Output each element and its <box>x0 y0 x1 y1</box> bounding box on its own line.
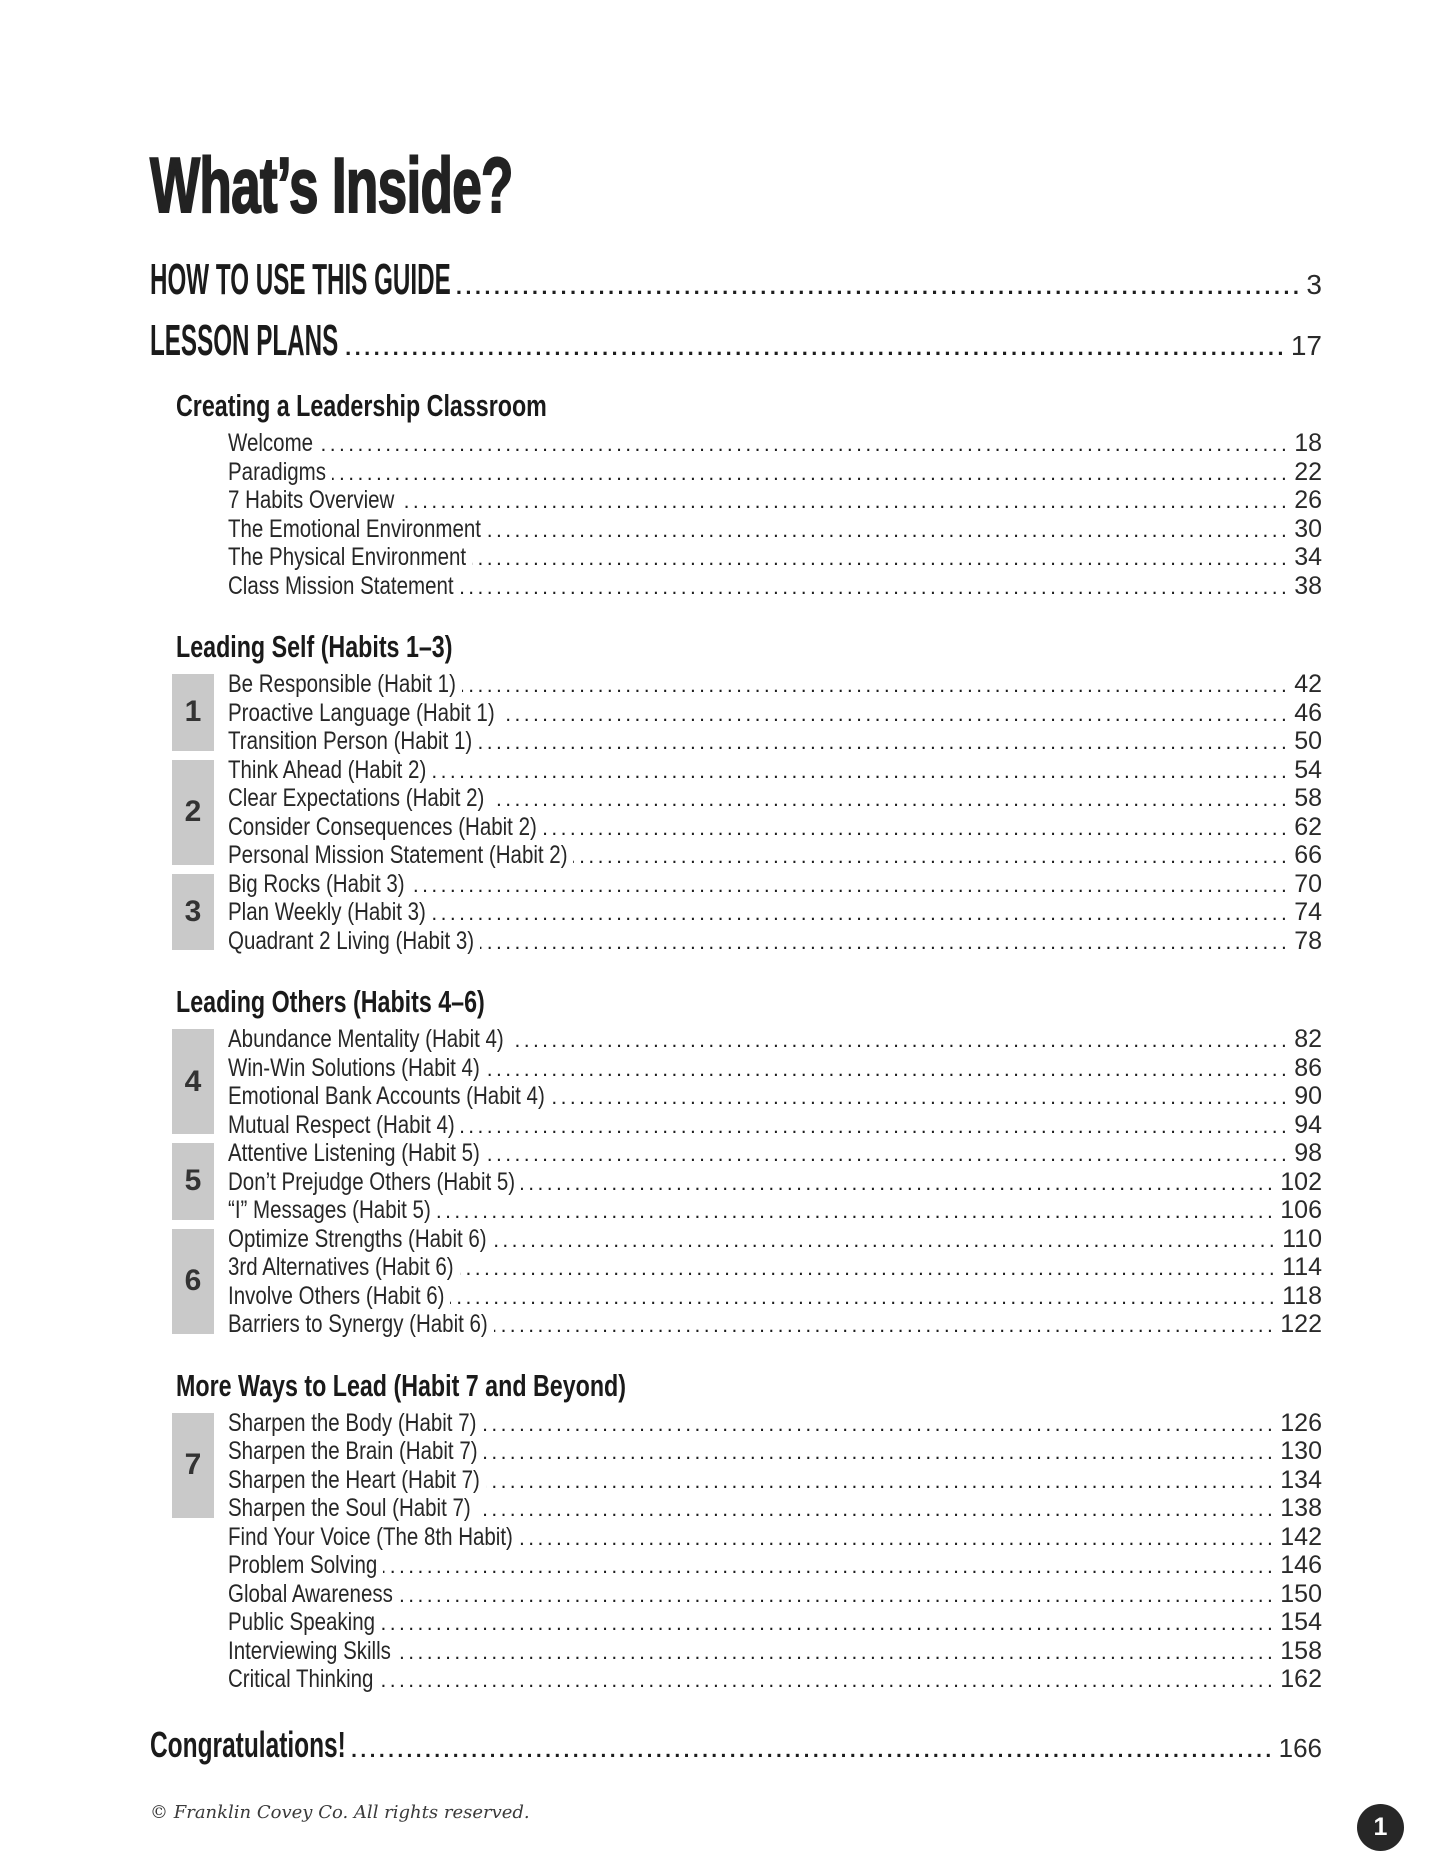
habit-number-badge <box>172 760 214 865</box>
page-number: 110 <box>1282 1224 1322 1253</box>
habit-group <box>184 670 1322 756</box>
page-number: 26 <box>1294 486 1322 514</box>
habit-number-badge <box>172 674 214 751</box>
dot-leader <box>319 433 1290 457</box>
dot-leader <box>332 462 1290 486</box>
dot-leader <box>478 731 1290 755</box>
dot-leader <box>521 1172 1276 1196</box>
page-number: 58 <box>1294 784 1322 812</box>
toc-entry <box>228 1054 1322 1083</box>
toc-entry <box>228 699 1322 728</box>
toc-entry-label: Critical Thinking <box>228 1665 374 1693</box>
toc-closing-row <box>150 1724 1322 1766</box>
toc-entry <box>228 813 1322 842</box>
toc-entry-label: Optimize Strengths (Habit 6) <box>228 1224 487 1253</box>
toc-entry-label: “I” Messages (Habit 5) <box>228 1196 431 1224</box>
page-number: 30 <box>1294 514 1322 543</box>
section-heading <box>176 389 1322 423</box>
habit-group <box>184 1139 1322 1225</box>
toc-closing-label: Congratulations! <box>150 1723 346 1765</box>
dot-leader <box>551 1086 1291 1110</box>
toc-entry-label: Think Ahead (Habit 2) <box>228 755 427 784</box>
dot-leader <box>482 1413 1276 1437</box>
dot-leader <box>477 1498 1277 1522</box>
section-heading <box>176 1369 1322 1403</box>
page-number: 106 <box>1280 1196 1322 1224</box>
dot-leader <box>492 1229 1278 1253</box>
dot-leader <box>486 1143 1290 1167</box>
habit-group <box>184 1408 1322 1523</box>
page-number: 62 <box>1294 812 1322 841</box>
page-number: 34 <box>1294 543 1322 571</box>
dot-leader <box>344 335 1287 361</box>
toc-entry <box>228 727 1322 756</box>
toc-entry-label: The Emotional Environment <box>228 514 481 543</box>
page-number: 74 <box>1294 898 1322 926</box>
habit-number: 6 <box>184 1264 202 1297</box>
toc-entry <box>228 1196 1322 1225</box>
page-number-badge-label: 1 <box>1373 1813 1388 1841</box>
page-number: 90 <box>1294 1082 1322 1110</box>
dot-leader <box>573 845 1290 869</box>
habit-group <box>184 869 1322 956</box>
page-number: 22 <box>1294 457 1322 486</box>
page-number: 154 <box>1280 1608 1322 1636</box>
habit-number-badge <box>172 1143 214 1220</box>
dot-leader <box>487 519 1291 543</box>
toc-entry <box>228 1139 1322 1168</box>
toc-row <box>150 317 1322 365</box>
toc-entry-label: Problem Solving <box>228 1551 378 1579</box>
toc-section <box>0 630 1322 955</box>
section-heading-label: Leading Self (Habits 1–3) <box>176 629 453 664</box>
dot-leader <box>486 1470 1277 1494</box>
toc-entry-label: Sharpen the Body (Habit 7) <box>228 1408 477 1437</box>
toc-entry-label: Win-Win Solutions (Habit 4) <box>228 1053 480 1082</box>
habit-number-badge <box>172 1413 214 1518</box>
habit-number: 2 <box>184 795 202 828</box>
dot-leader <box>510 1029 1291 1053</box>
toc-entry <box>228 1437 1322 1466</box>
toc-entry-label: Welcome <box>228 429 314 457</box>
toc-entry-label: Consider Consequences (Habit 2) <box>228 812 537 841</box>
habit-number: 7 <box>184 1448 202 1481</box>
habit-group <box>228 429 1322 600</box>
copyright-notice: © Franklin Covey Co. All rights reserved. <box>150 1801 530 1823</box>
page-number: 126 <box>1280 1408 1322 1437</box>
toc-entry-label: Emotional Bank Accounts (Habit 4) <box>228 1082 545 1110</box>
toc-row-label: HOW TO USE THIS GUIDE <box>150 255 451 304</box>
page-number: 150 <box>1280 1579 1322 1608</box>
page-number: 66 <box>1294 841 1322 869</box>
page-number: 130 <box>1280 1437 1322 1465</box>
dot-leader <box>483 1441 1276 1465</box>
page-number: 38 <box>1294 571 1322 600</box>
toc-entry <box>228 1282 1322 1311</box>
toc-entry-label: Clear Expectations (Habit 2) <box>228 784 485 812</box>
section-heading <box>176 630 1322 664</box>
toc-entry-label: Quadrant 2 Living (Habit 3) <box>228 926 475 955</box>
dot-leader <box>491 788 1291 812</box>
page-number: 17 <box>1290 330 1322 361</box>
page-number: 134 <box>1280 1465 1322 1494</box>
toc-entry <box>228 784 1322 813</box>
toc-entry-label: Paradigms <box>228 457 326 486</box>
dot-leader <box>410 874 1290 898</box>
toc-entry-label: Plan Weekly (Habit 3) <box>228 898 426 926</box>
dot-leader <box>352 1739 1275 1763</box>
page-number: 158 <box>1280 1636 1322 1665</box>
toc-entry <box>228 1111 1322 1140</box>
toc-entry-label: The Physical Environment <box>228 543 467 571</box>
dot-leader <box>381 1612 1277 1636</box>
section-heading <box>176 985 1322 1019</box>
toc-entry <box>228 486 1322 515</box>
habit-group <box>184 1025 1322 1139</box>
page-number: 114 <box>1282 1253 1322 1281</box>
toc-entry <box>228 429 1322 458</box>
section-heading-label: Leading Others (Habits 4–6) <box>176 984 485 1019</box>
dot-leader <box>379 1669 1276 1693</box>
habit-number: 1 <box>184 695 202 729</box>
toc-entry <box>228 1551 1322 1580</box>
page-number: 122 <box>1280 1310 1322 1338</box>
toc-entry <box>228 841 1322 870</box>
habit-number-badge <box>172 874 214 951</box>
page-number: 102 <box>1280 1167 1322 1196</box>
toc-entry-label: Be Responsible (Habit 1) <box>228 670 456 698</box>
habit-number-badge <box>172 1229 214 1334</box>
dot-leader <box>501 703 1291 727</box>
toc-entry-label: 7 Habits Overview <box>228 486 395 514</box>
toc-entry <box>228 1608 1322 1637</box>
toc-entry-label: Personal Mission Statement (Habit 2) <box>228 841 568 869</box>
toc-entry <box>228 1225 1322 1254</box>
toc-entry <box>228 1665 1322 1694</box>
habit-number: 5 <box>184 1164 202 1198</box>
section-heading-label: Creating a Leadership Classroom <box>176 388 547 423</box>
dot-leader <box>519 1527 1277 1551</box>
page-number: 18 <box>1294 429 1322 457</box>
toc-entry <box>228 572 1322 601</box>
toc-entry-label: Involve Others (Habit 6) <box>228 1281 445 1310</box>
toc-entry <box>228 1168 1322 1197</box>
habit-group <box>184 755 1322 870</box>
page-number: 142 <box>1280 1522 1322 1551</box>
toc-entry <box>228 1310 1322 1339</box>
habit-group <box>228 1523 1322 1694</box>
toc-entry-label: Don’t Prejudge Others (Habit 5) <box>228 1167 516 1196</box>
toc-entry <box>228 756 1322 785</box>
toc-entry <box>228 1466 1322 1495</box>
dot-leader <box>472 547 1290 571</box>
toc-entry <box>228 1494 1322 1523</box>
dot-leader <box>400 490 1290 514</box>
page-number: 42 <box>1294 670 1322 698</box>
toc-entry-label: Sharpen the Brain (Habit 7) <box>228 1437 478 1465</box>
page-number: 54 <box>1294 755 1322 784</box>
toc-entry <box>228 1082 1322 1111</box>
page-number: 50 <box>1294 727 1322 755</box>
toc-entry <box>228 1580 1322 1609</box>
page-number: 86 <box>1294 1053 1322 1082</box>
habit-group <box>184 1224 1322 1339</box>
dot-leader <box>486 1058 1290 1082</box>
toc-section <box>0 389 1322 600</box>
toc-entry <box>228 543 1322 572</box>
dot-leader <box>460 1257 1279 1281</box>
toc-entry-label: 3rd Alternatives (Habit 6) <box>228 1253 454 1281</box>
toc-entry-label: Sharpen the Heart (Habit 7) <box>228 1465 480 1494</box>
toc-entry-label: Barriers to Synergy (Habit 6) <box>228 1310 488 1338</box>
page-number: 166 <box>1278 1732 1322 1763</box>
dot-leader <box>457 274 1303 300</box>
dot-leader <box>480 931 1290 955</box>
page-number: 46 <box>1294 698 1322 727</box>
toc-entry-label: Abundance Mentality (Habit 4) <box>228 1025 504 1053</box>
page-title: What’s Inside? <box>150 141 513 229</box>
page-number: 118 <box>1282 1281 1322 1310</box>
toc-entry <box>228 870 1322 899</box>
toc-section <box>0 985 1322 1339</box>
page-number: 78 <box>1294 926 1322 955</box>
dot-leader <box>461 1115 1290 1139</box>
toc-entry <box>228 1025 1322 1054</box>
dot-leader <box>460 576 1291 600</box>
toc-entry-label: Big Rocks (Habit 3) <box>228 869 405 898</box>
section-heading-label: More Ways to Lead (Habit 7 and Beyond) <box>176 1367 626 1403</box>
dot-leader <box>462 674 1290 698</box>
dot-leader <box>432 760 1290 784</box>
page-number: 3 <box>1306 269 1322 300</box>
page-number: 138 <box>1280 1494 1322 1522</box>
dot-leader <box>383 1555 1276 1579</box>
toc-sections <box>0 389 1322 1694</box>
page-number: 146 <box>1280 1551 1322 1579</box>
toc-section <box>0 1369 1322 1694</box>
toc-entry-label: Interviewing Skills <box>228 1636 391 1665</box>
toc-entry <box>228 1637 1322 1666</box>
toc-entry-label: Global Awareness <box>228 1579 393 1608</box>
dot-leader <box>437 1200 1277 1224</box>
habit-number-badge <box>172 1029 214 1134</box>
toc-entry-label: Attentive Listening (Habit 5) <box>228 1139 480 1167</box>
dot-leader <box>399 1584 1276 1608</box>
toc-entry <box>228 1409 1322 1438</box>
toc-entry <box>228 898 1322 927</box>
toc-entry-label: Sharpen the Soul (Habit 7) <box>228 1494 471 1522</box>
toc-entry <box>228 1523 1322 1552</box>
dot-leader <box>432 902 1291 926</box>
dot-leader <box>494 1314 1276 1338</box>
page-number: 162 <box>1280 1665 1322 1693</box>
dot-leader <box>397 1641 1276 1665</box>
page-number: 70 <box>1294 869 1322 898</box>
page-number: 94 <box>1294 1110 1322 1139</box>
habit-number: 4 <box>184 1064 202 1098</box>
page-number: 98 <box>1294 1139 1322 1167</box>
toc-entry <box>228 670 1322 699</box>
toc-entry <box>228 1253 1322 1282</box>
page-number-badge <box>1357 1804 1404 1851</box>
toc-entry-label: Public Speaking <box>228 1608 376 1636</box>
toc-entry-label: Find Your Voice (The 8th Habit) <box>228 1522 513 1551</box>
page-number: 82 <box>1294 1025 1322 1053</box>
toc-entry-label: Class Mission Statement <box>228 571 454 600</box>
toc-top-level <box>150 256 1322 365</box>
dot-leader <box>543 817 1290 841</box>
toc-entry-label: Proactive Language (Habit 1) <box>228 698 495 727</box>
toc-row <box>150 256 1322 304</box>
dot-leader <box>450 1286 1278 1310</box>
toc-entry <box>228 927 1322 956</box>
toc-entry-label: Mutual Respect (Habit 4) <box>228 1110 455 1139</box>
toc-entry <box>228 515 1322 544</box>
toc-entry-label: Transition Person (Habit 1) <box>228 727 473 755</box>
habit-number: 3 <box>184 894 202 928</box>
toc-entry <box>228 458 1322 487</box>
toc-row-label: LESSON PLANS <box>150 316 339 365</box>
